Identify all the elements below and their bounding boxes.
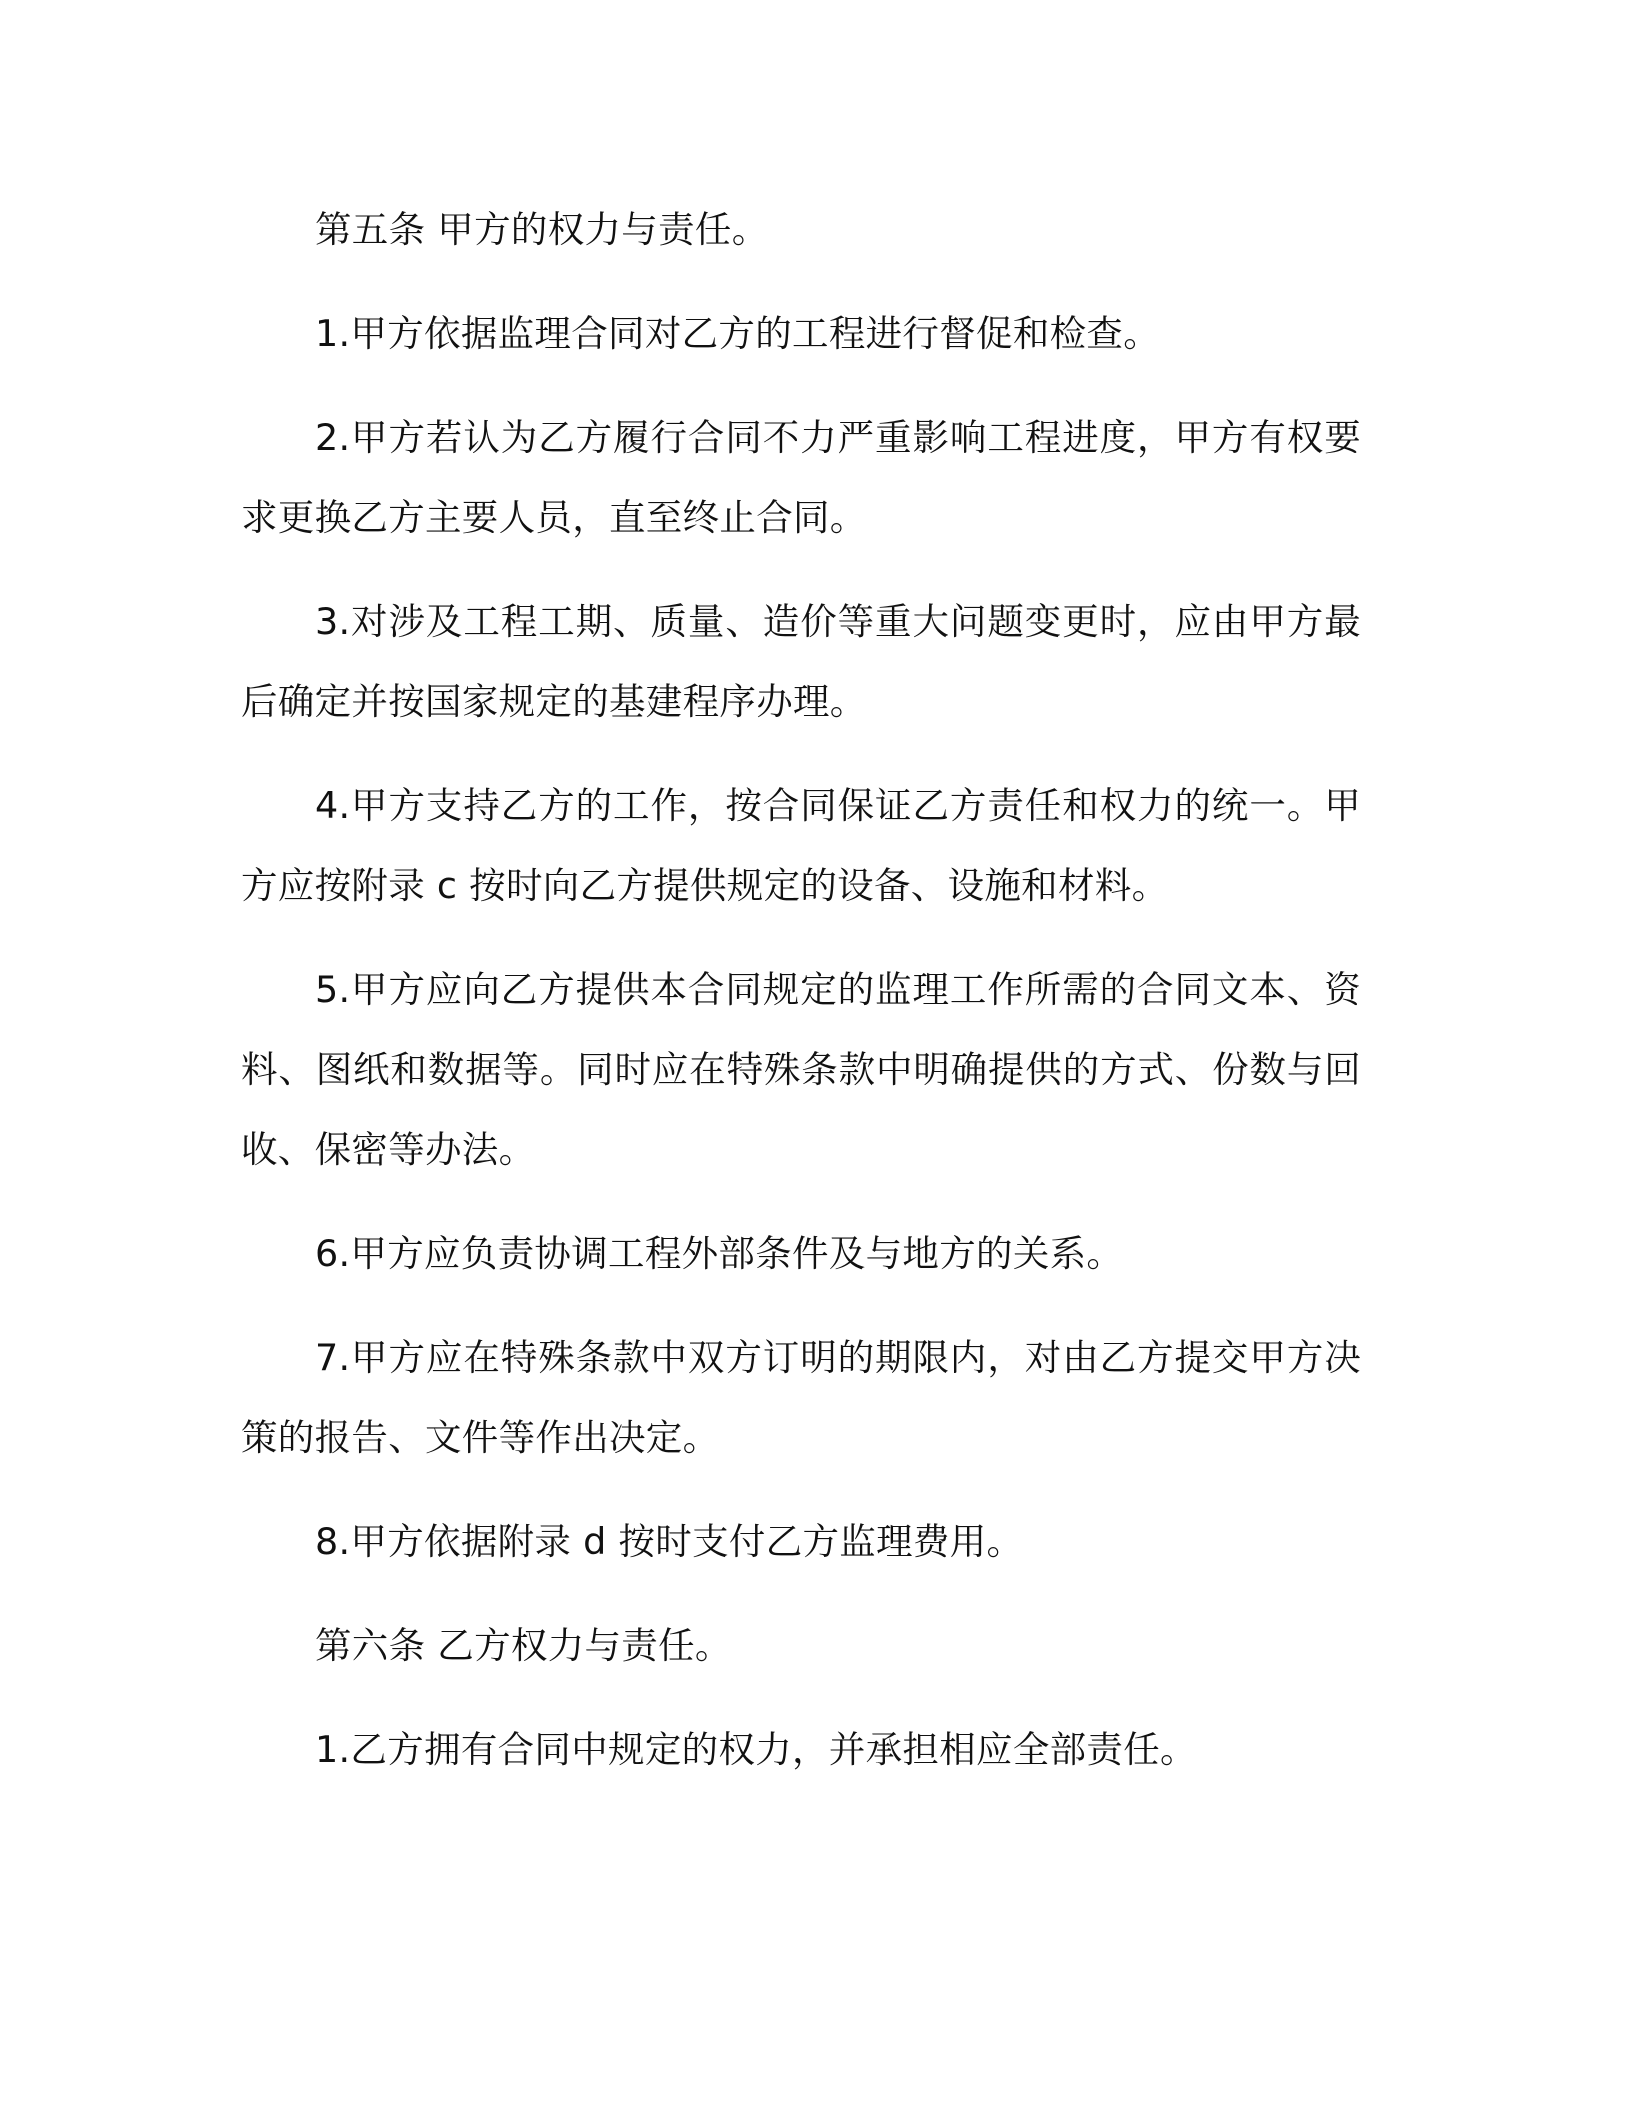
article-6-heading: 第六条 乙方权力与责任。 [315,1624,732,1667]
article-5-clause-4: 4.甲方支持乙方的工作，按合同保证乙方责任和权力的统一。甲方应按附录 c 按时向乙方提供规定的设备、设施和材料。 [241,784,1361,907]
article-5-clause-3: 3.对涉及工程工期、质量、造价等重大问题变更时，应由甲方最后确定并按国家规定的基建程序办理。 [241,600,1361,723]
article-5-clause-8: 8.甲方依据附录 d 按时支付乙方监理费用。 [315,1520,1024,1563]
article-5-clause-7: 7.甲方应在特殊条款中双方订明的期限内，对由乙方提交甲方决策的报告、文件等作出决定。 [241,1336,1361,1459]
article-5-heading: 第五条 甲方的权力与责任。 [315,208,769,251]
article-5-clause-2: 2.甲方若认为乙方履行合同不力严重影响工程进度，甲方有权要求更换乙方主要人员，直至终止合同。 [241,416,1361,539]
article-6-clause-1: 1.乙方拥有合同中规定的权力，并承担相应全部责任。 [315,1728,1197,1771]
article-5-clause-6: 6.甲方应负责协调工程外部条件及与地方的关系。 [315,1232,1124,1275]
article-5-clause-5: 5.甲方应向乙方提供本合同规定的监理工作所需的合同文本、资料、图纸和数据等。同时应在特殊条款中明确提供的方式、份数与回收、保密等办法。 [241,968,1361,1171]
article-5-clause-1: 1.甲方依据监理合同对乙方的工程进行督促和检查。 [315,312,1161,355]
document-body [241,190,1361,1814]
